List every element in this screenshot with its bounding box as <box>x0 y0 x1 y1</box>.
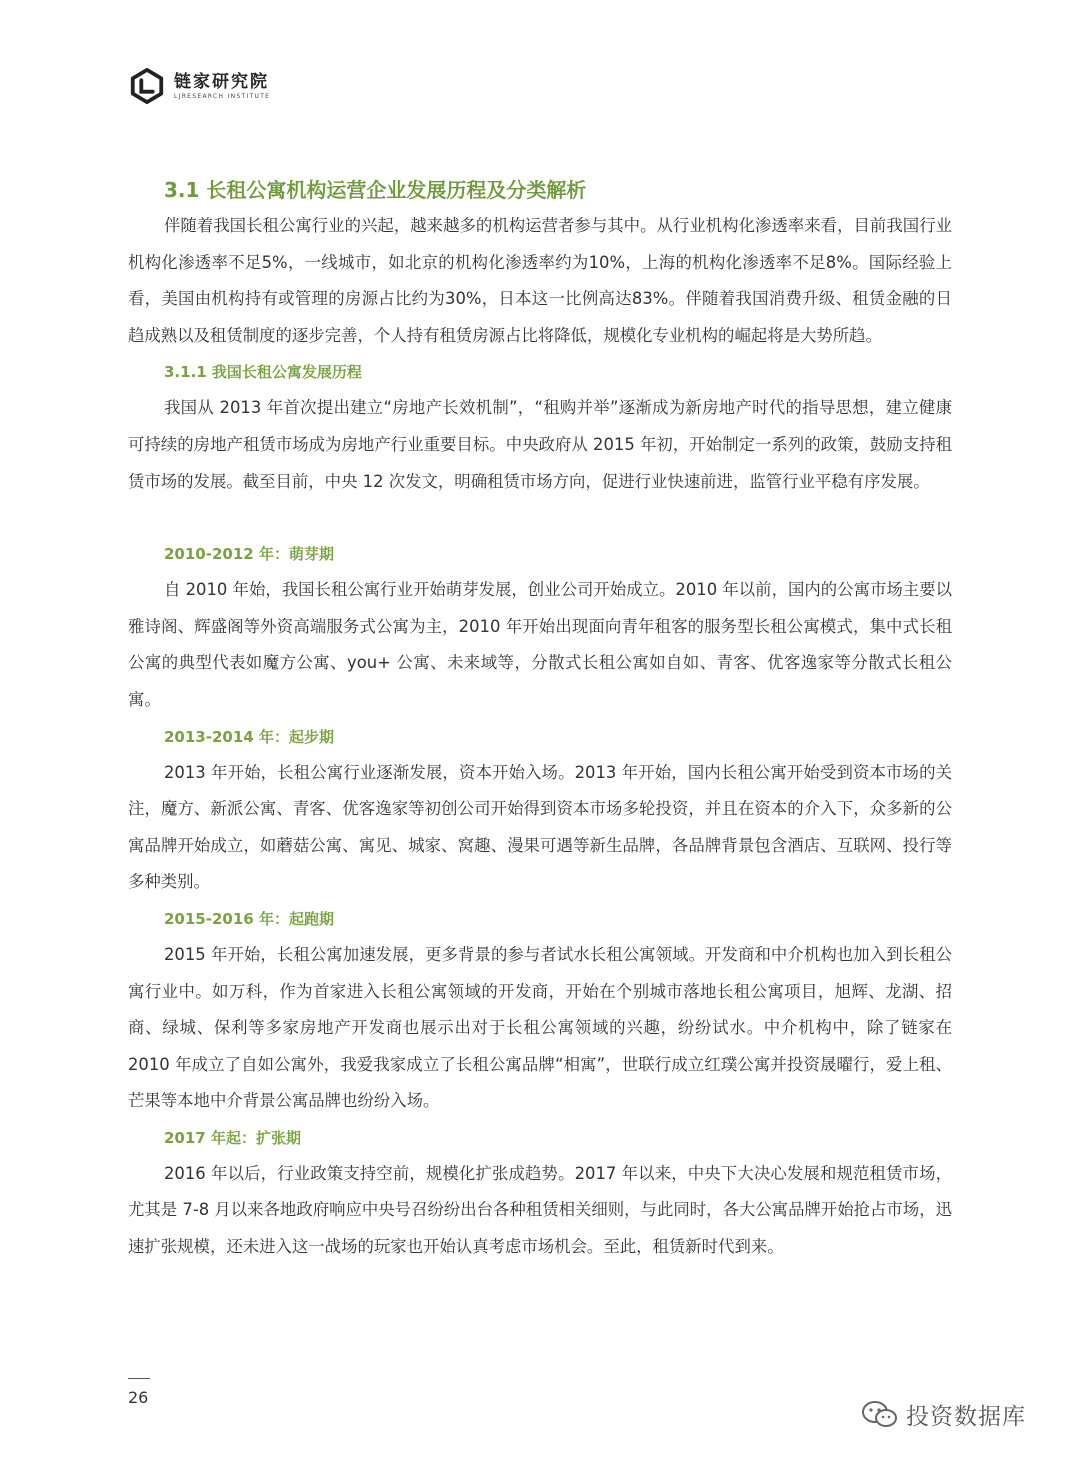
intro-paragraph: 伴随着我国长租公寓行业的兴起，越来越多的机构运营者参与其中。从行业机构化渗透率来看，目前我国行业机构化渗透率不足5%，一线城市，如北京的机构化渗透率约为10%，上海的机构化渗透率不足8%。国际经验上看，美国由机构持有或管理的房源占比约为30%，日本这一比例高达83%。伴随着我国消费升级、租赁金融的日趋成熟以及租赁制度的逐步完善，个人持有租赁房源占比将降低，规模化专业机构的崛起将是大势所趋。 <box>128 216 952 345</box>
subsection-title: 3.1.1 我国长租公寓发展历程 <box>164 363 362 382</box>
watermark-text: 投资数据库 <box>906 1404 1026 1430</box>
page-number: 26 <box>128 1388 149 1407</box>
logo-text <box>174 72 270 101</box>
page-header <box>128 64 270 108</box>
stage-paragraph: 2015 年开始，长租公寓加速发展，更多背景的参与者试水长租公寓领域。开发商和中介机构也加入到长租公寓行业中。如万科，作为首家进入长租公寓领域的开发商，开始在个别城市落地长租公寓项目，旭辉、龙湖、招商、绿城、保利等多家房地产开发商也展示出对于长租公寓领域的兴趣，纷纷试水。中介机构中，除了链家在 2010 年成立了自如公寓外，我爱我家成立了长租公寓品牌“相寓”，世联行成立红璞公寓并投资晟曜行，爱上租、芒果等本地中介背景公寓品牌也纷纷入场。 <box>128 944 952 1111</box>
footer-divider <box>128 1378 150 1379</box>
logo-name: 链家研究院 <box>174 71 269 92</box>
spacer <box>128 500 952 536</box>
stage-heading: 2013-2014 年：起步期 <box>164 727 334 746</box>
subsection-paragraph: 我国从 2013 年首次提出建立“房地产长效机制”，“租购并举”逐渐成为新房地产时代的指导思想，建立健康可持续的房地产租赁市场成为房地产行业重要目标。中央政府从 2015 年初，开始制定一系列的政策，鼓励支持租赁市场的发展。截至目前，中央 12 次发文，明确租赁市场方向，促进行业快速前进，监管行业平稳有序发展。 <box>128 398 952 491</box>
wechat-watermark <box>860 1398 1026 1431</box>
stage-paragraph: 2016 年以后，行业政策支持空前，规模化扩张成趋势。2017 年以来，中央下大决心发展和规范租赁市场，尤其是 7-8 月以来各地政府响应中央号召纷纷出台各种租赁相关细则，与此同时，各大公寓品牌开始抢占市场，迅速扩张规模，还未进入这一战场的玩家也开始认真考虑市场机会。至此，租赁新时代到来。 <box>128 1163 952 1257</box>
wechat-icon <box>860 1399 900 1431</box>
logo-subtitle: LJRESEARCH INSTITUTE <box>174 92 271 100</box>
lianjia-logo-icon <box>128 67 166 105</box>
stage-paragraph: 自 2010 年始，我国长租公寓行业开始萌芽发展，创业公司开始成立。2010 年以前，国内的公寓市场主要以雅诗阁、辉盛阁等外资高端服务式公寓为主，2010 年开始出现面向青年租客的服务型长租公寓模式，集中式长租公寓的典型代表如魔方公寓、you+ 公寓、未来域等，分散式长租公寓如自如、青客、优客逸家等分散式长租公寓。 <box>128 580 952 709</box>
stage-heading: 2017 年起：扩张期 <box>164 1128 301 1147</box>
main-content <box>128 172 952 1266</box>
section-title: 3.1 长租公寓机构运营企业发展历程及分类解析 <box>164 178 587 202</box>
stage-paragraph: 2013 年开始，长租公寓行业逐渐发展，资本开始入场。2013 年开始，国内长租公寓开始受到资本市场的关注，魔方、新派公寓、青客、优客逸家等初创公司开始得到资本市场多轮投资，并且在资本的介入下，众多新的公寓品牌开始成立，如蘑菇公寓、寓见、城家、窝趣、漫果可遇等新生品牌，各品牌背景包含酒店、互联网、投行等多种类别。 <box>128 762 952 892</box>
stage-heading: 2015-2016 年：起跑期 <box>164 909 334 928</box>
stage-heading: 2010-2012 年：萌芽期 <box>164 545 334 564</box>
